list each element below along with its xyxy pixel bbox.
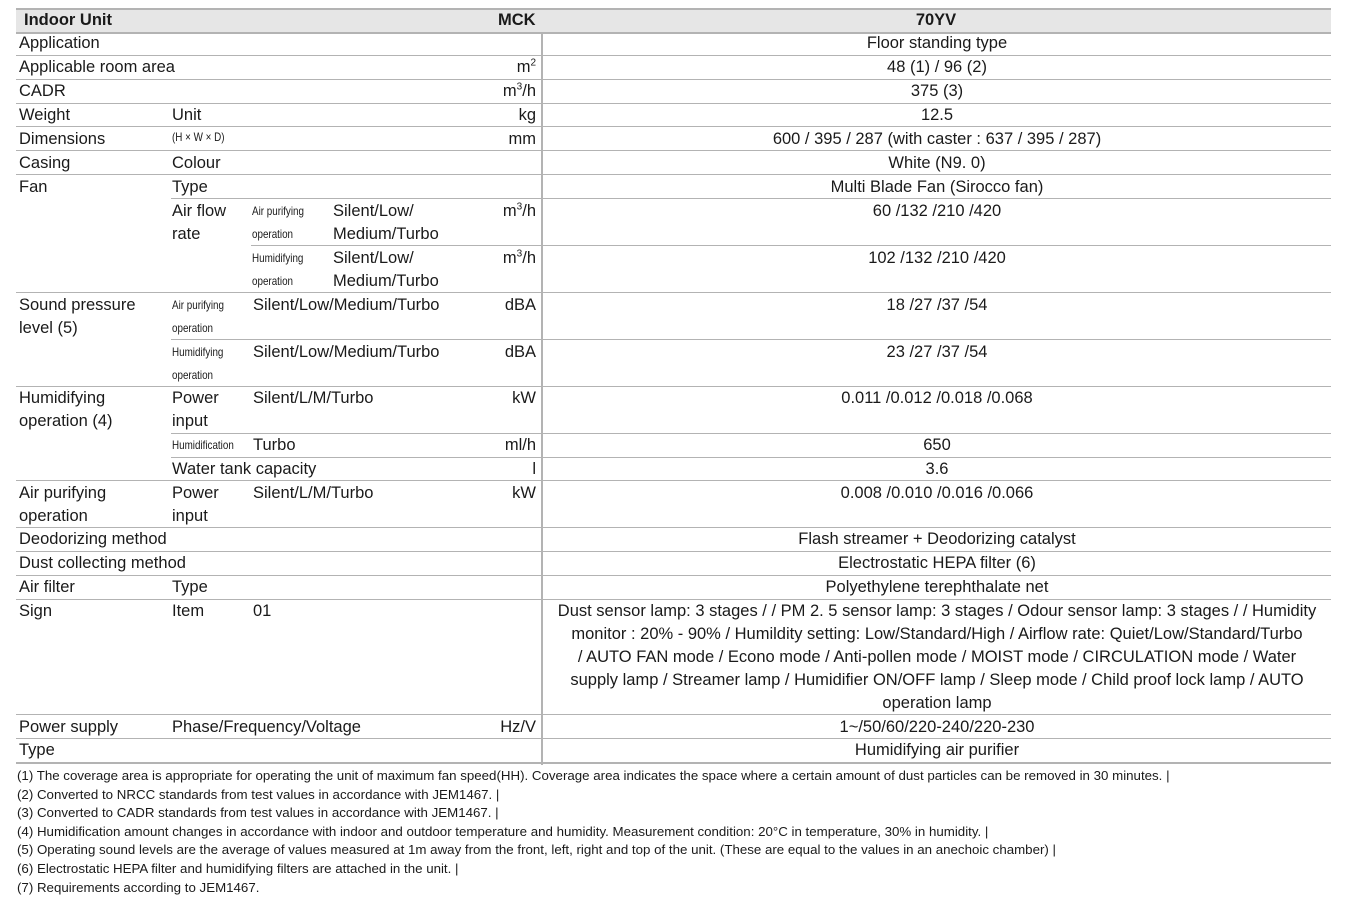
header-indoor-unit: Indoor Unit	[24, 11, 112, 29]
divider	[16, 292, 1331, 293]
sound-label-line2: level (5)	[19, 319, 78, 337]
casing-label: Casing	[19, 154, 71, 172]
dust-value: Electrostatic HEPA filter (6)	[838, 554, 1036, 572]
room-area-value: 48 (1) / 96 (2)	[887, 58, 987, 76]
sign-value-line2: monitor : 20% - 90% / Humildity setting: Low/Standard/High / Airflow rate: Quiet/Low/Standard/Turbo	[571, 625, 1303, 643]
airflow-label-line1: Air flow	[172, 202, 227, 220]
humidification-unit: ml/h	[504, 436, 536, 454]
type-value: Humidifying air purifier	[854, 741, 1020, 759]
humidifying-power-mode: Silent/L/M/Turbo	[253, 389, 374, 407]
weight-label: Weight	[19, 106, 71, 124]
power-supply-label: Power supply	[19, 718, 119, 736]
airflow-label-line2: rate	[172, 225, 201, 243]
footnote: (7) Requirements according to JEM1467.	[17, 879, 260, 895]
water-tank-value: 3.6	[925, 460, 949, 478]
casing-sub-label: Colour	[172, 154, 221, 172]
casing-value: White (N9. 0)	[888, 154, 986, 172]
water-tank-unit: l	[532, 460, 536, 478]
dimensions-value: 600 / 395 / 287 (with caster : 637 / 395 / 287)	[772, 130, 1102, 148]
cadr-value: 375 (3)	[910, 82, 964, 100]
divider	[16, 762, 1331, 764]
fan-humid-label-line2: operation	[252, 274, 294, 288]
sound-purify-label-line2: operation	[172, 321, 214, 335]
footnote: (4) Humidification amount changes in accordance with indoor and outdoor temperature and humidity. Measurement condition: 20°C in temperature, 30% in humidity. |	[17, 823, 989, 839]
footnote: (3) Converted to CADR standards from test values in accordance with JEM1467. |	[17, 805, 499, 821]
divider	[171, 339, 1331, 340]
humidification-mode: Turbo	[253, 436, 296, 454]
sound-purify-unit: dBA	[504, 296, 536, 314]
divider	[16, 8, 1331, 10]
fan-type-value: Multi Blade Fan (Sirocco fan)	[830, 178, 1044, 196]
air-purifying-power-unit: kW	[512, 484, 536, 502]
dimensions-label: Dimensions	[19, 130, 106, 148]
fan-purify-label-line2: operation	[252, 227, 294, 241]
application-label: Application	[19, 34, 100, 52]
sign-value-line3: / AUTO FAN mode / Econo mode / Anti-pollen mode / MOIST mode / CIRCULATION mode / Water	[577, 648, 1297, 666]
type-label: Type	[19, 741, 55, 759]
fan-humid-mode-line2: Medium/Turbo	[333, 272, 439, 290]
sound-humid-value: 23 /27 /37 /54	[886, 343, 988, 361]
footnote: (6) Electrostatic HEPA filter and humidifying filters are attached in the unit. |	[17, 860, 459, 876]
fan-type-label: Type	[172, 178, 208, 196]
humidifying-label-line2: operation (4)	[19, 412, 113, 430]
sound-humid-label-line1: Humidifying	[172, 345, 224, 359]
air-purifying-power-line2: input	[172, 507, 208, 525]
humidifying-power-unit: kW	[512, 389, 536, 407]
air-filter-value: Polyethylene terephthalate net	[825, 578, 1049, 596]
fan-purify-label-line1: Air purifying	[252, 204, 304, 218]
water-tank-label: Water tank capacity	[172, 460, 317, 478]
weight-sub-label: Unit	[172, 106, 202, 124]
weight-unit: kg	[518, 106, 536, 124]
sound-label-line1: Sound pressure	[19, 296, 136, 314]
footnote: (5) Operating sound levels are the average of values measured at 1m away from the front, left, right and top of the unit. (These are equal to the values in an anechoic chamber) |	[17, 842, 1056, 858]
deodorizing-value: Flash streamer + Deodorizing catalyst	[798, 530, 1076, 548]
sign-value-line5: operation lamp	[882, 694, 992, 712]
footnotes	[17, 767, 1332, 897]
humidifying-power-line2: input	[172, 412, 208, 430]
fan-purify-mode-line2: Medium/Turbo	[333, 225, 439, 243]
room-area-unit: $m^2$	[516, 57, 536, 76]
cadr-label: CADR	[19, 82, 66, 100]
fan-humid-unit: $m^3/h$	[502, 248, 536, 267]
air-purifying-label-line1: Air purifying	[19, 484, 107, 502]
sound-purify-label-line1: Air purifying	[172, 298, 224, 312]
cadr-unit: $m^3/h$	[502, 81, 536, 100]
air-purifying-label-line2: operation	[19, 507, 88, 525]
power-supply-unit: Hz/V	[500, 718, 536, 736]
sound-purify-value: 18 /27 /37 /54	[886, 296, 988, 314]
fan-label: Fan	[19, 178, 48, 196]
air-purifying-power-value: 0.008 /0.010 /0.016 /0.066	[840, 484, 1034, 502]
fan-humid-label-line1: Humidifying	[252, 251, 304, 265]
header-model-suffix: 70YV	[915, 11, 957, 29]
air-purifying-power-mode: Silent/L/M/Turbo	[253, 484, 374, 502]
sign-value-line1: Dust sensor lamp: 3 stages / / PM 2. 5 sensor lamp: 3 stages / Odour sensor lamp: 3 stages / / Humidity	[557, 602, 1317, 620]
deodorizing-label: Deodorizing method	[19, 530, 167, 548]
fan-purify-unit: $m^3/h$	[502, 201, 536, 220]
air-filter-sub-label: Type	[172, 578, 208, 596]
fan-humid-value: 102 /132 /210 /420	[868, 249, 1006, 267]
fan-humid-mode-line1: Silent/Low/	[333, 249, 414, 267]
sign-label: Sign	[19, 602, 53, 620]
humidifying-power-value: 0.011 /0.012 /0.018 /0.068	[841, 389, 1033, 407]
humidification-label: Humidification	[172, 438, 234, 452]
sign-item-number: 01	[253, 602, 272, 620]
dimensions-unit: mm	[508, 130, 536, 148]
fan-purify-value: 60 /132 /210 /420	[872, 202, 1002, 220]
footnote: (2) Converted to NRCC standards from test values in accordance with JEM1467. |	[17, 786, 500, 802]
fan-purify-mode-line1: Silent/Low/	[333, 202, 414, 220]
humidifying-label-line1: Humidifying	[19, 389, 106, 407]
sound-humid-mode: Silent/Low/Medium/Turbo	[253, 343, 440, 361]
sound-humid-unit: dBA	[504, 343, 536, 361]
power-supply-sub-label: Phase/Frequency/Voltage	[172, 718, 361, 736]
air-purifying-power-line1: Power	[172, 484, 219, 502]
footnote: (1) The coverage area is appropriate for operating the unit of maximum fan speed(HH). Coverage area indicates the space where a certain amount of dust particles can be removed in 30 minutes. |	[17, 768, 1170, 783]
sign-sub-label: Item	[172, 602, 205, 620]
air-filter-label: Air filter	[19, 578, 75, 596]
power-supply-value: 1~/50/60/220-240/220-230	[839, 718, 1035, 736]
sound-purify-mode: Silent/Low/Medium/Turbo	[253, 296, 440, 314]
weight-value: 12.5	[920, 106, 954, 124]
header-model-prefix: MCK	[498, 11, 536, 29]
humidification-value: 650	[923, 436, 951, 454]
humidifying-power-line1: Power	[172, 389, 219, 407]
sound-humid-label-line2: operation	[172, 368, 214, 382]
dimensions-sub-label: (H × W × D)	[172, 130, 225, 144]
application-value: Floor standing type	[866, 34, 1008, 52]
dust-label: Dust collecting method	[19, 554, 186, 572]
room-area-label: Applicable room area	[19, 58, 175, 76]
sign-value-line4: supply lamp / Streamer lamp / Humidifier ON/OFF lamp / Sleep mode / Child proof lock lamp / AUTO	[570, 671, 1304, 689]
